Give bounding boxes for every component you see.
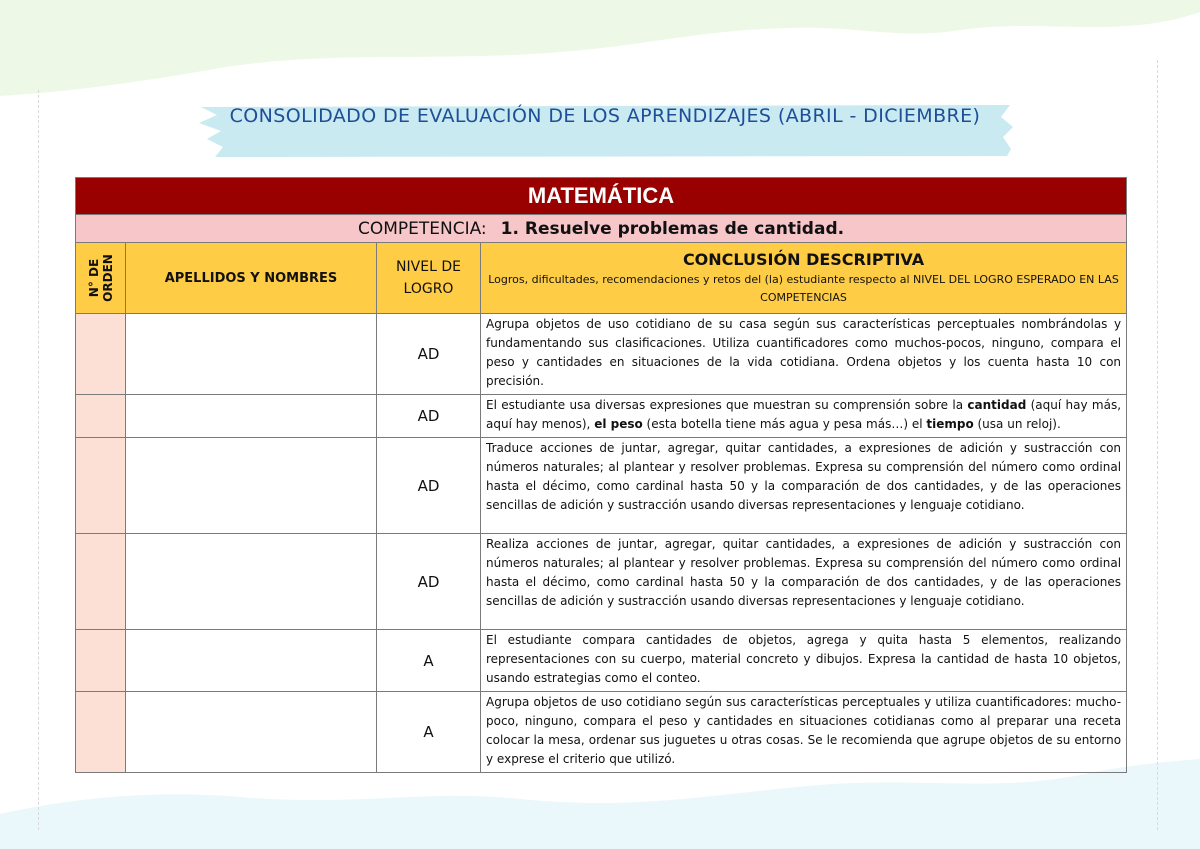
name-cell <box>126 395 377 438</box>
level-cell: AD <box>377 534 481 630</box>
header-conclusion <box>481 243 1127 314</box>
level-cell: A <box>377 692 481 773</box>
conclusion-text: (esta botella tiene más agua y pesa más…) el <box>642 417 927 431</box>
order-cell <box>76 395 126 438</box>
conclusion-cell: Agrupa objetos de uso cotidiano según sus características perceptuales y utiliza cuantificadores: mucho-poco, ninguno, compara el peso y cantidades en situaciones cotidianas como al preparar una receta colocar la mesa, ordenar sus juguetes u otras cosas. Se le recomienda que agrupe objetos de su entorno y exprese el criterio que utilizó. <box>481 692 1127 773</box>
left-margin-guide <box>38 90 39 830</box>
conclusion-cell: Traduce acciones de juntar, agregar, quitar cantidades, a expresiones de adición y sustracción con números naturales; al plantear y resolver problemas. Expresa su comprensión del número como ordinal hasta el décimo, como cardinal hasta 50 y la comparación de dos cantidades, y de las operaciones sencillas de adición y sustracción usando diversas representaciones y lenguaje cotidiano. <box>481 438 1127 534</box>
level-cell: AD <box>377 395 481 438</box>
conclusion-keyword: tiempo <box>926 417 974 431</box>
table-row <box>76 692 1127 773</box>
level-cell: AD <box>377 438 481 534</box>
name-cell <box>126 630 377 692</box>
order-cell <box>76 438 126 534</box>
conclusion-text: (usa un reloj). <box>973 417 1061 431</box>
conclusion-keyword: cantidad <box>967 398 1027 412</box>
order-cell <box>76 630 126 692</box>
top-wave-decoration <box>0 0 1200 110</box>
table-row <box>76 438 1127 534</box>
competence-label: COMPETENCIA: <box>357 218 487 239</box>
table-row <box>76 534 1127 630</box>
table-row <box>76 630 1127 692</box>
evaluation-table <box>75 177 1127 773</box>
competence-row <box>76 215 1127 243</box>
page-title: CONSOLIDADO DE EVALUACIÓN DE LOS APRENDIZAJES (ABRIL - DICIEMBRE) <box>229 105 981 127</box>
header-level-label: NIVEL DE LOGRO <box>396 259 461 297</box>
conclusion-cell <box>481 395 1127 438</box>
name-cell <box>126 314 377 395</box>
name-cell <box>126 692 377 773</box>
order-cell <box>76 314 126 395</box>
header-order-label: N° DE ORDEN <box>86 254 115 302</box>
order-cell <box>76 692 126 773</box>
name-cell <box>126 534 377 630</box>
level-cell: A <box>377 630 481 692</box>
competence-value: 1. Resuelve problemas de cantidad. <box>500 218 845 239</box>
subject-header: MATEMÁTICA <box>76 178 1127 215</box>
conclusion-cell: Realiza acciones de juntar, agregar, quitar cantidades, a expresiones de adición y sustracción con números naturales; al plantear y resolver problemas. Expresa su comprensión del número como ordinal hasta el décimo, como cardinal hasta 50 y la comparación de dos cantidades, y de las operaciones sencillas de adición y sustracción usando diversas representaciones y lenguaje cotidiano. <box>481 534 1127 630</box>
header-names: APELLIDOS Y NOMBRES <box>126 243 377 314</box>
table-row <box>76 314 1127 395</box>
header-conclusion-title: CONCLUSIÓN DESCRIPTIVA <box>682 249 925 269</box>
table-row <box>76 395 1127 438</box>
header-conclusion-subtitle: Logros, dificultades, recomendaciones y retos del (la) estudiante respecto al NIVEL DEL LOGRO ESPERADO EN LAS COMPETENCIAS <box>488 272 1119 304</box>
right-margin-guide <box>1157 60 1158 830</box>
order-cell <box>76 534 126 630</box>
conclusion-cell: Agrupa objetos de uso cotidiano de su casa según sus características perceptuales nombrándolas y fundamentando sus clasificaciones. Utiliza cuantificadores como muchos-pocos, ninguno, compara el peso y cantidades en situaciones de la vida cotidiana. Ordena objetos y los cuenta hasta 10 con precisión. <box>481 314 1127 395</box>
level-cell: AD <box>377 314 481 395</box>
title-banner <box>195 103 1015 159</box>
header-order <box>76 243 126 314</box>
conclusion-text: (aquí hay más, aquí hay menos), <box>486 398 1122 431</box>
conclusion-keyword: el peso <box>594 417 643 431</box>
header-level <box>377 243 481 314</box>
name-cell <box>126 438 377 534</box>
conclusion-cell: El estudiante compara cantidades de objetos, agrega y quita hasta 5 elementos, realizando representaciones con su cuerpo, material concreto y dibujos. Expresa la cantidad de hasta 10 objetos, usando estrategias como el conteo. <box>481 630 1127 692</box>
conclusion-text: El estudiante usa diversas expresiones que muestran su comprensión sobre la <box>486 398 968 412</box>
